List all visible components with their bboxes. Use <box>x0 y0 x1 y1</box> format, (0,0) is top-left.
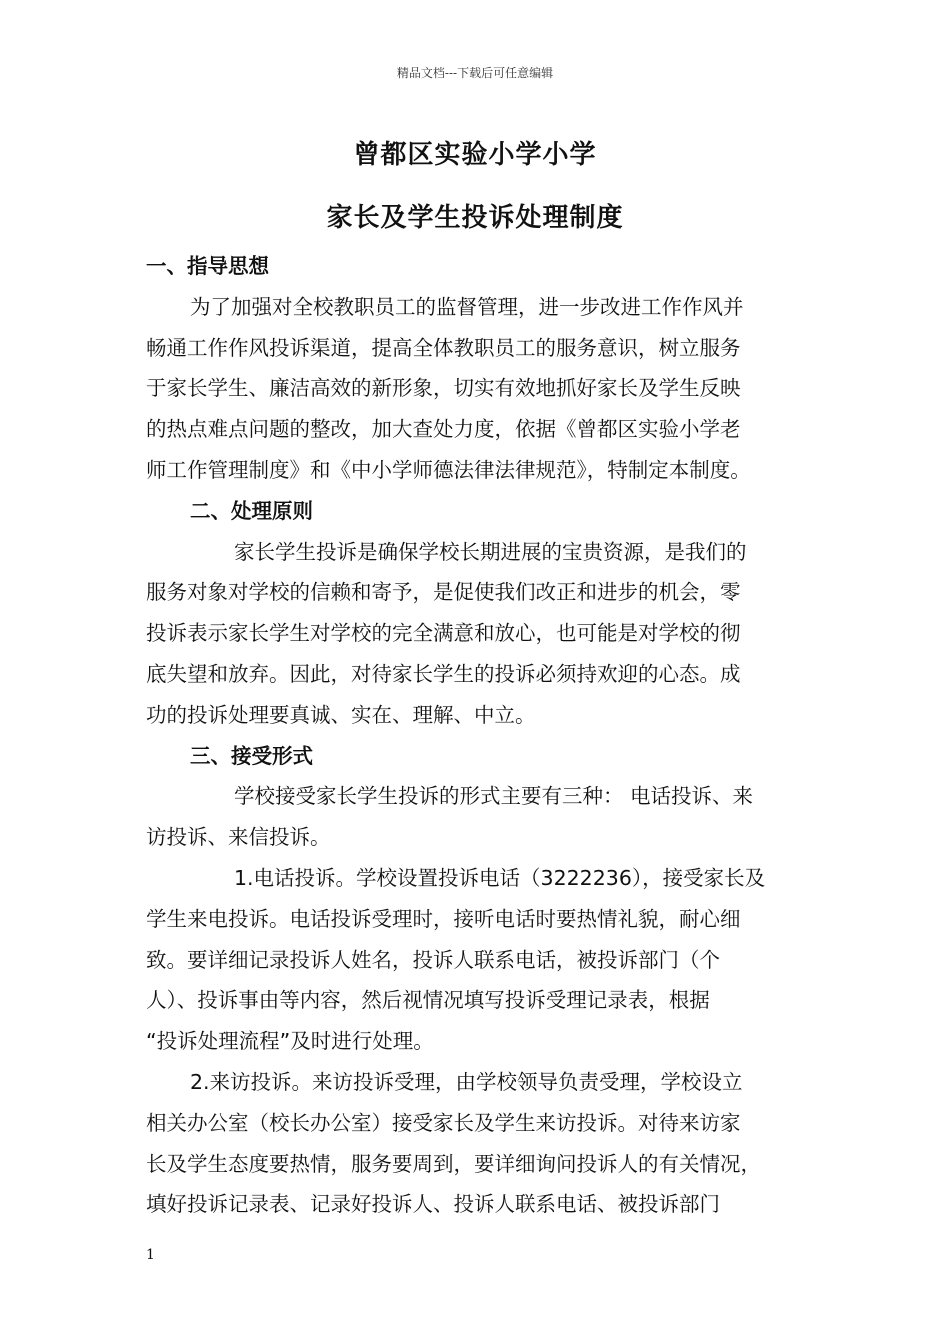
paragraph-line: 师工作管理制度》和《中小学师德法律法律规范》，特制定本制度。 <box>146 457 751 482</box>
document-body <box>146 246 811 1225</box>
document-title-line-2: 家长及学生投诉处理制度 <box>326 203 624 233</box>
paragraph-line: 相关办公室（校长办公室）接受家长及学生来访投诉。对待来访家 <box>146 1110 741 1135</box>
paragraph-line: 致。要详细记录投诉人姓名，投诉人联系电话，被投诉部门（个 <box>146 947 720 972</box>
section-heading-1: 一、指导思想 <box>146 254 269 278</box>
paragraph-line: 功的投诉处理要真诚、实在、理解、中立。 <box>146 702 536 727</box>
paragraph-line: 填好投诉记录表、记录好投诉人、投诉人联系电话、被投诉部门 <box>146 1192 720 1217</box>
paragraph-line: 学校接受家长学生投诉的形式主要有三种： 电话投诉、来 <box>234 784 754 809</box>
paragraph-line: 长及学生态度要热情，服务要周到，要详细询问投诉人的有关情况， <box>146 1151 761 1176</box>
paragraph-line: 为了加强对全校教职员工的监督管理，进一步改进工作作风并 <box>190 294 744 319</box>
section-heading-2: 二、处理原则 <box>190 498 313 523</box>
paragraph-line: 投诉表示家长学生对学校的完全满意和放心，也可能是对学校的彻 <box>146 621 741 646</box>
paragraph-line: 畅通工作作风投诉渠道，提高全体教职员工的服务意识，树立服务 <box>146 335 741 360</box>
paragraph-line: 1.电话投诉。学校设置投诉电话（3222236），接受家长及 <box>234 865 766 890</box>
header-note: 精品文档---下载后可任意编辑 <box>396 66 554 80</box>
paragraph-line: 服务对象对学校的信赖和寄予，是促使我们改正和进步的机会，零 <box>146 580 741 605</box>
paragraph-line: 学生来电投诉。电话投诉受理时，接听电话时要热情礼貌，耐心细 <box>146 906 741 931</box>
page-number: 1 <box>146 1247 155 1263</box>
paragraph-line: 的热点难点问题的整改，加大查处力度，依据《曾都区实验小学老 <box>146 417 741 442</box>
paragraph-line: 访投诉、来信投诉。 <box>146 825 331 850</box>
section-heading-3: 三、接受形式 <box>190 743 313 768</box>
document-title-line-1: 曾都区实验小学小学 <box>353 140 597 170</box>
paragraph-line: “投诉处理流程”及时进行处理。 <box>146 1029 434 1054</box>
paragraph-line: 2.来访投诉。来访投诉受理，由学校领导负责受理，学校设立 <box>190 1069 743 1094</box>
paragraph-line: 人）、投诉事由等内容，然后视情况填写投诉受理记录表，根据 <box>146 988 710 1013</box>
paragraph-line: 于家长学生、廉洁高效的新形象，切实有效地抓好家长及学生反映 <box>146 376 741 401</box>
paragraph-line: 家长学生投诉是确保学校长期进展的宝贵资源，是我们的 <box>234 539 747 564</box>
paragraph-line: 底失望和放弃。因此，对待家长学生的投诉必须持欢迎的心态。成 <box>146 661 741 686</box>
